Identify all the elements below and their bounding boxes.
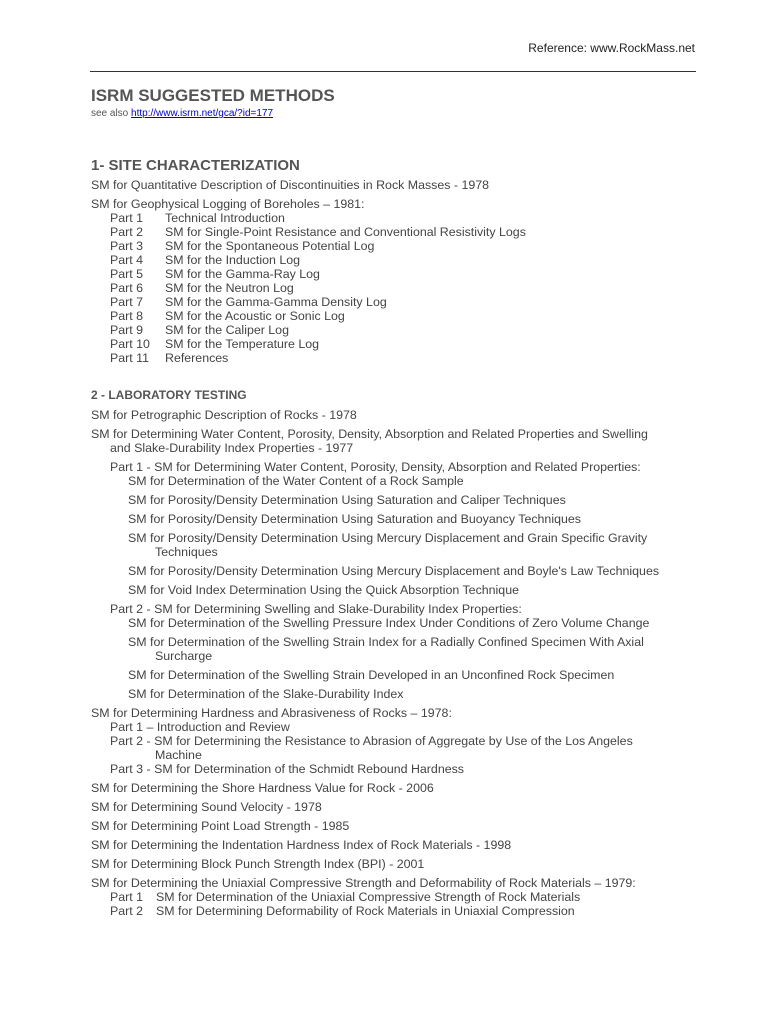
list-item: SM for Quantitative Description of Discontinuities in Rock Masses - 1978 bbox=[91, 178, 490, 192]
list-item-continuation: and Slake-Durability Index Properties - 1977 bbox=[110, 441, 354, 455]
see-also-line bbox=[91, 108, 711, 120]
section-2-heading: 2 - LABORATORY TESTING bbox=[91, 388, 247, 402]
part-row: Part 8 SM for the Acoustic or Sonic Log bbox=[110, 309, 345, 323]
sub-item: SM for Determination of the Water Content of a Rock Sample bbox=[128, 474, 464, 488]
header-divider bbox=[90, 71, 696, 72]
sub-part: Part 1 - SM for Determining Water Content, Porosity, Density, Absorption and Related Properties: bbox=[110, 460, 641, 474]
sub-item: SM for Porosity/Density Determination Using Saturation and Caliper Techniques bbox=[128, 493, 566, 507]
reference-header: Reference: www.RockMass.net bbox=[528, 41, 695, 55]
list-item: SM for Determining Hardness and Abrasiveness of Rocks – 1978: bbox=[91, 706, 452, 720]
part-row: Part 4 SM for the Induction Log bbox=[110, 253, 301, 267]
part-row: Part 1 Technical Introduction bbox=[110, 211, 285, 225]
sub-item: SM for Porosity/Density Determination Using Mercury Displacement and Boyle's Law Techniques bbox=[128, 564, 660, 578]
sub-part: Part 1 – Introduction and Review bbox=[110, 720, 290, 734]
sub-part: Part 2 - SM for Determining the Resistance to Abrasion of Aggregate by Use of the Los Angeles bbox=[110, 734, 633, 748]
sub-part: Part 3 - SM for Determination of the Schmidt Rebound Hardness bbox=[110, 762, 464, 776]
sub-item: SM for Porosity/Density Determination Using Mercury Displacement and Grain Specific Gravity bbox=[128, 531, 648, 545]
part-row: Part 3 SM for the Spontaneous Potential Log bbox=[110, 239, 375, 253]
sub-part: Part 2 - SM for Determining Swelling and Slake-Durability Index Properties: bbox=[110, 602, 522, 616]
list-item: SM for Determining Block Punch Strength Index (BPI) - 2001 bbox=[91, 857, 425, 871]
isrm-link[interactable]: http://www.isrm.net/gca/?id=177 bbox=[131, 108, 274, 119]
sub-item: SM for Porosity/Density Determination Using Saturation and Buoyancy Techniques bbox=[128, 512, 581, 526]
sub-item-continuation: Techniques bbox=[155, 545, 218, 559]
sub-item: SM for Determination of the Slake-Durability Index bbox=[128, 687, 404, 701]
see-also-label: see also bbox=[91, 108, 129, 119]
part-row: Part 2 SM for Single-Point Resistance and Conventional Resistivity Logs bbox=[110, 225, 526, 239]
part-row: Part 11 References bbox=[110, 351, 229, 365]
document-body bbox=[91, 86, 711, 918]
list-item: SM for Determining Water Content, Porosity, Density, Absorption and Related Properties and Swelling bbox=[91, 427, 648, 441]
section-1-heading: 1- SITE CHARACTERIZATION bbox=[91, 157, 300, 174]
sub-item: SM for Determination of the Swelling Pressure Index Under Conditions of Zero Volume Change bbox=[128, 616, 650, 630]
part-row: Part 5 SM for the Gamma-Ray Log bbox=[110, 267, 320, 281]
list-item: SM for Determining Point Load Strength - 1985 bbox=[91, 819, 350, 833]
part-row: Part 7 SM for the Gamma-Gamma Density Log bbox=[110, 295, 387, 309]
geophysical-parts bbox=[91, 211, 711, 365]
page-title: ISRM SUGGESTED METHODS bbox=[91, 86, 335, 105]
sub-item: SM for Determination of the Swelling Strain Developed in an Unconfined Rock Specimen bbox=[128, 668, 615, 682]
list-item: SM for Geophysical Logging of Boreholes – 1981: bbox=[91, 197, 365, 211]
sub-item: SM for Determination of the Swelling Strain Index for a Radially Confined Specimen With Axial bbox=[128, 635, 644, 649]
list-item: SM for Determining the Shore Hardness Value for Rock - 2006 bbox=[91, 781, 434, 795]
list-item: SM for Petrographic Description of Rocks - 1978 bbox=[91, 408, 357, 422]
part-row: Part 1 SM for Determination of the Uniaxial Compressive Strength of Rock Materials bbox=[110, 890, 581, 904]
list-item: SM for Determining the Uniaxial Compressive Strength and Deformability of Rock Materials – 1979: bbox=[91, 876, 636, 890]
sub-item-continuation: Surcharge bbox=[155, 649, 213, 663]
sub-item: SM for Void Index Determination Using the Quick Absorption Technique bbox=[128, 583, 519, 597]
part-row: Part 10 SM for the Temperature Log bbox=[110, 337, 320, 351]
list-item: SM for Determining Sound Velocity - 1978 bbox=[91, 800, 322, 814]
list-item: SM for Determining the Indentation Hardness Index of Rock Materials - 1998 bbox=[91, 838, 512, 852]
sub-part-continuation: Machine bbox=[155, 748, 202, 762]
part-row: Part 6 SM for the Neutron Log bbox=[110, 281, 294, 295]
part-row: Part 9 SM for the Caliper Log bbox=[110, 323, 289, 337]
part-row: Part 2 SM for Determining Deformability of Rock Materials in Uniaxial Compression bbox=[110, 904, 575, 918]
